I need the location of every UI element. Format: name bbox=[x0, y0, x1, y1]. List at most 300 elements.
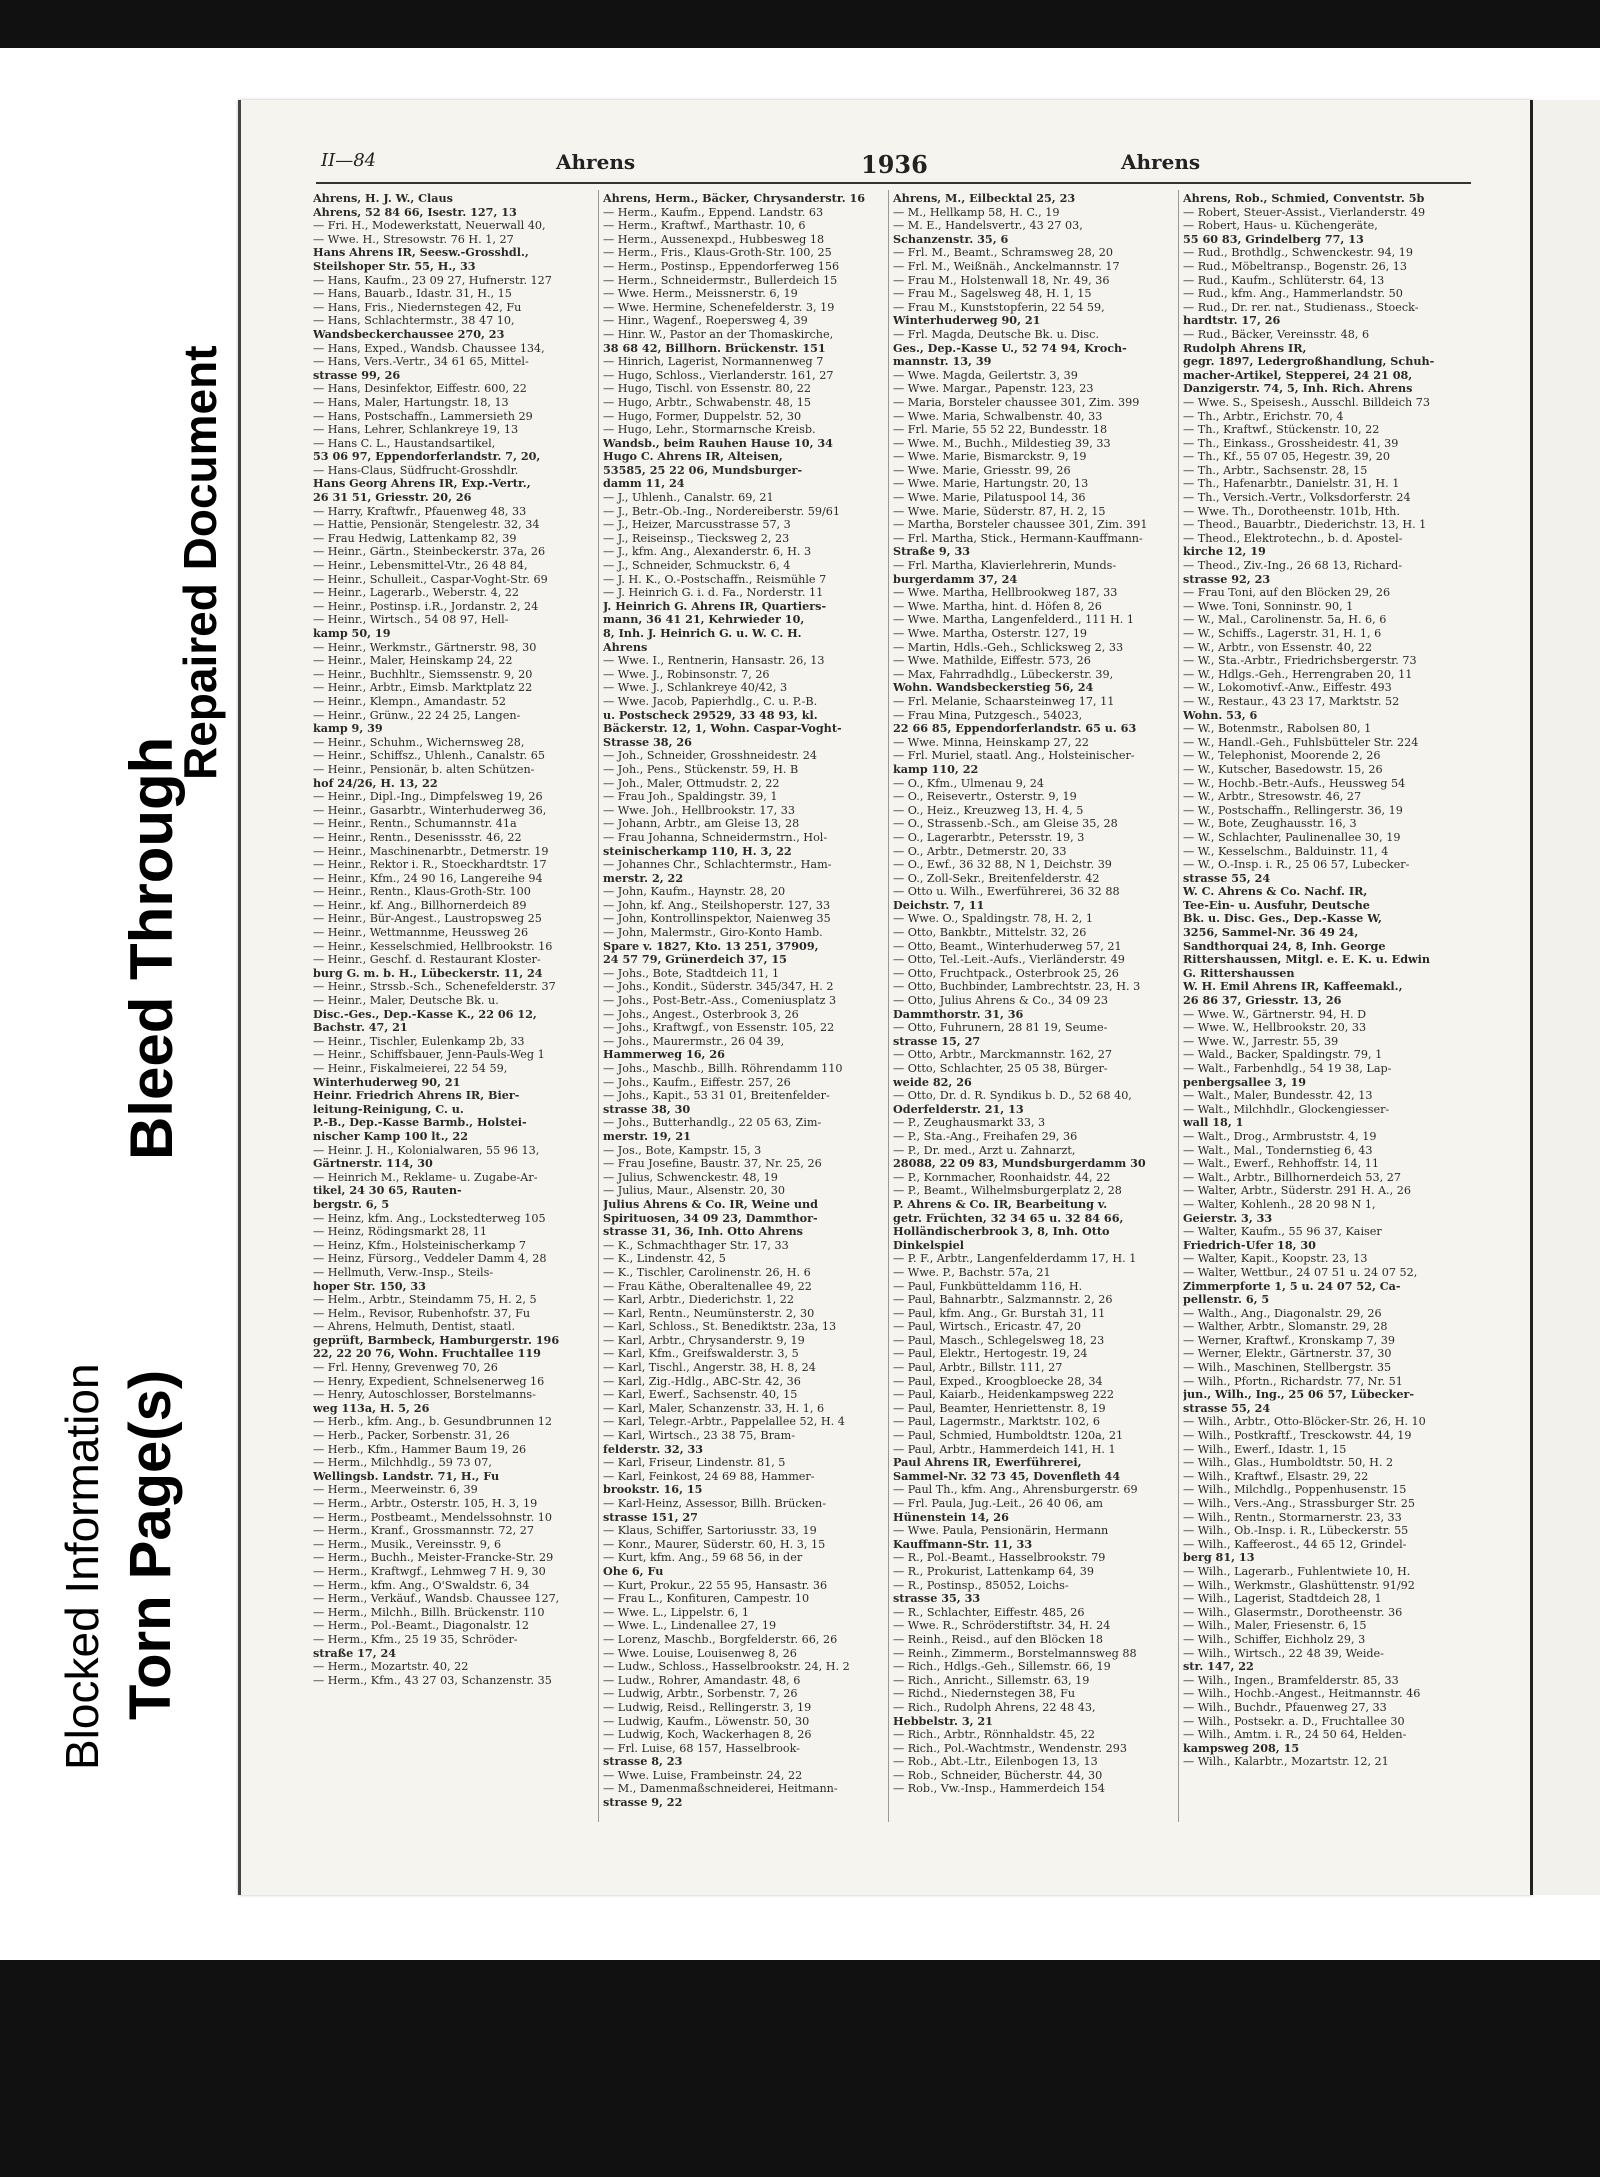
directory-entry: strasse 99, 26 bbox=[313, 367, 401, 382]
directory-entry: — Wilh., Ewerf., Idastr. 1, 15 bbox=[1183, 1442, 1347, 1456]
directory-entry: — Helm., Arbtr., Steindamm 75, H. 2, 5 bbox=[313, 1293, 537, 1307]
directory-entry: — Wwe. P., Bachstr. 57a, 21 bbox=[893, 1265, 1051, 1279]
label-bleed-through: Bleed Through bbox=[118, 736, 185, 1160]
directory-entry: — Karl, Telegr.-Arbtr., Pappelallee 52, H. 4 bbox=[603, 1415, 845, 1429]
directory-entry: — Frl. M., Beamt., Schramsweg 28, 20 bbox=[893, 246, 1113, 260]
directory-entry: — Karl, Arbtr., Chrysanderstr. 9, 19 bbox=[603, 1333, 805, 1347]
directory-entry: — Th., Arbtr., Erichstr. 70, 4 bbox=[1183, 409, 1344, 423]
directory-entry: — Frau Käthe, Oberaltenallee 49, 22 bbox=[603, 1279, 812, 1293]
directory-entry: P.-B., Dep.-Kasse Barmb., Holstei- bbox=[313, 1115, 527, 1130]
directory-entry: Hammerweg 16, 26 bbox=[603, 1047, 725, 1062]
directory-entry: — Heinr., Bür-Angest., Laustropsweg 25 bbox=[313, 912, 542, 926]
column-divider bbox=[1178, 190, 1179, 1822]
directory-entry: — J., Heizer, Marcusstrasse 57, 3 bbox=[603, 518, 791, 532]
directory-entry: — Johs., Maurermstr., 26 04 39, bbox=[603, 1034, 785, 1048]
directory-entry: — Wwe. Martha, Langenfelderd., 111 H. 1 bbox=[893, 613, 1134, 627]
directory-page bbox=[238, 100, 1533, 1895]
directory-entry: — Frau L., Konfituren, Campestr. 10 bbox=[603, 1592, 810, 1606]
directory-entry: Ahrens bbox=[603, 639, 648, 654]
directory-entry: — R., Prokurist, Lattenkamp 64, 39 bbox=[893, 1564, 1094, 1578]
directory-entry: strasse 8, 23 bbox=[603, 1754, 683, 1769]
directory-entry: hoper Str. 150, 33 bbox=[313, 1278, 426, 1293]
directory-entry: — Frl. Muriel, staatl. Ang., Holsteinischer- bbox=[893, 749, 1135, 763]
directory-entry: — Heinr., Grünw., 22 24 25, Langen- bbox=[313, 708, 521, 722]
directory-entry: kirche 12, 19 bbox=[1183, 544, 1266, 559]
directory-entry: — J., Schneider, Schmuckstr. 6, 4 bbox=[603, 559, 791, 573]
directory-entry: — Fri. H., Modewerkstatt, Neuerwall 40, bbox=[313, 219, 546, 233]
directory-entry: — Paul, Lagermstr., Marktstr. 102, 6 bbox=[893, 1415, 1100, 1429]
directory-entry: — Herm., Kranf., Grossmannstr. 72, 27 bbox=[313, 1524, 534, 1538]
directory-entry: 8, Inh. J. Heinrich G. u. W. C. H. bbox=[603, 626, 802, 640]
heading-right: Ahrens bbox=[1121, 150, 1201, 174]
directory-entry: Ahrens, M., Eilbecktal 25, 23 bbox=[893, 192, 1076, 205]
directory-entry: — Frau M., Kunststopferin, 22 54 59, bbox=[893, 300, 1105, 314]
directory-entry: — Wwe. O., Spaldingstr. 78, H. 2, 1 bbox=[893, 912, 1093, 926]
directory-entry: — Lorenz, Maschb., Borgfelderstr. 66, 26 bbox=[603, 1632, 838, 1646]
directory-entry: G. Rittershaussen bbox=[1183, 965, 1295, 980]
directory-entry: — O., Arbtr., Detmerstr. 20, 33 bbox=[893, 844, 1067, 858]
directory-entry: — Frau Hedwig, Lattenkamp 82, 39 bbox=[313, 531, 517, 545]
directory-entry: 53585, 25 22 06, Mundsburger- bbox=[603, 462, 803, 477]
directory-entry: 22 66 85, Eppendorferlandstr. 65 u. 63 bbox=[893, 721, 1137, 736]
directory-entry: — Ludwig, Koch, Wackerhagen 8, 26 bbox=[603, 1728, 812, 1742]
directory-entry: Winterhuderweg 90, 21 bbox=[893, 313, 1041, 328]
directory-entry: — Karl-Heinz, Assessor, Billh. Brücken- bbox=[603, 1497, 826, 1510]
directory-entry: — Wilh., Kalarbtr., Mozartstr. 12, 21 bbox=[1183, 1755, 1389, 1769]
directory-entry: Geierstr. 3, 33 bbox=[1183, 1210, 1273, 1225]
directory-entry: kamp 50, 19 bbox=[313, 626, 391, 640]
directory-entry: — Heinr., Werkmstr., Gärtnerstr. 98, 30 bbox=[313, 640, 537, 654]
directory-entry: — Herm., kfm. Ang., O'Swaldstr. 6, 34 bbox=[313, 1578, 530, 1592]
directory-entry: — Herm., Kfm., 43 27 03, Schanzenstr. 35 bbox=[313, 1673, 552, 1687]
directory-entry: — Herm., Verkäuf., Wandsb. Chaussee 127, bbox=[313, 1592, 560, 1606]
directory-entry: Sandthorquai 24, 8, Inh. George bbox=[1183, 938, 1386, 953]
directory-entry: — W., Schlachter, Paulinenallee 30, 19 bbox=[1183, 830, 1401, 844]
directory-entry: Julius Ahrens & Co. IR, Weine und bbox=[603, 1196, 818, 1211]
directory-entry: strasse 55, 24 bbox=[1183, 1400, 1271, 1415]
directory-entry: — Hans, Fris., Niedernstegen 42, Fu bbox=[313, 300, 522, 314]
directory-entry: — W., Hdlgs.-Geh., Herrengraben 20, 11 bbox=[1183, 667, 1413, 681]
directory-entry: — Walt., Milchhdlr., Glockengiesser- bbox=[1183, 1102, 1390, 1116]
directory-entry: — Otto u. Wilh., Ewerführerei, 36 32 88 bbox=[893, 885, 1120, 899]
directory-entry: — Frau M., Holstenwall 18, Nr. 49, 36 bbox=[893, 273, 1110, 287]
directory-entry: — Wwe. Herm., Meissnerstr. 6, 19 bbox=[603, 287, 798, 301]
directory-entry: — Paul, Elektr., Hertogestr. 19, 24 bbox=[893, 1347, 1088, 1361]
directory-entry: — O., Strassenb.-Sch., am Gleise 35, 28 bbox=[893, 817, 1118, 831]
directory-entry: — Heinr., Maschinenarbtr., Detmerstr. 19 bbox=[313, 844, 549, 858]
directory-entry: — Paul, Bahnarbtr., Salzmannstr. 2, 26 bbox=[893, 1293, 1113, 1307]
directory-entry: — Hans-Claus, Südfrucht-Grosshdlr. bbox=[313, 463, 519, 477]
directory-entry: 26 86 37, Griesstr. 13, 26 bbox=[1183, 993, 1342, 1008]
directory-entry: — Richd., Niedernstegen 38, Fu bbox=[893, 1687, 1076, 1701]
directory-entry: strasse 151, 27 bbox=[603, 1509, 698, 1524]
directory-entry: — Frau M., Sagelsweg 48, H. 1, 15 bbox=[893, 287, 1092, 301]
directory-entry: mann, 36 41 21, Kehrwieder 10, bbox=[603, 612, 805, 627]
directory-entry: — Paul, Funkbütteldamm 116, H. bbox=[893, 1279, 1083, 1293]
directory-entry: Schanzenstr. 35, 6 bbox=[893, 231, 1009, 246]
directory-entry: — Johs., Bote, Stadtdeich 11, 1 bbox=[603, 966, 780, 980]
directory-entry: damm 11, 24 bbox=[603, 476, 685, 491]
directory-entry: — Heinr., Strssb.-Sch., Schenefelderstr. 37 bbox=[313, 980, 556, 994]
directory-entry: — Ludwig, Reisd., Rellingerstr. 3, 19 bbox=[603, 1700, 812, 1714]
directory-entry: — Herb., Kfm., Hammer Baum 19, 26 bbox=[313, 1442, 527, 1456]
directory-entry: — Hugo, Lehr., Stormarnsche Kreisb. bbox=[603, 423, 816, 437]
directory-entry: — Frau Joh., Spaldingstr. 39, 1 bbox=[603, 790, 778, 804]
directory-entry: — Heinr., Rentn., Klaus-Groth-Str. 100 bbox=[313, 885, 531, 899]
directory-entry: — Paul, Exped., Kroogbloecke 28, 34 bbox=[893, 1374, 1103, 1388]
directory-entry: — J., Uhlenh., Canalstr. 69, 21 bbox=[603, 491, 774, 505]
directory-entry: — Wwe. L., Lippelstr. 6, 1 bbox=[603, 1605, 749, 1619]
label-blocked-information: Blocked Information bbox=[56, 1363, 108, 1770]
directory-entry: Danzigerstr. 74, 5, Inh. Rich. Ahrens bbox=[1183, 381, 1413, 396]
directory-entry: — R., Schlachter, Eiffestr. 485, 26 bbox=[893, 1605, 1085, 1619]
directory-entry: Steilshoper Str. 55, H., 33 bbox=[313, 258, 476, 273]
directory-entry: — Max, Fahrradhdlg., Lübeckerstr. 39, bbox=[893, 667, 1114, 681]
directory-entry: — K., Tischler, Carolinenstr. 26, H. 6 bbox=[603, 1265, 811, 1279]
directory-entry: Hans Ahrens IR, Seesw.-Grosshdl., bbox=[313, 245, 529, 260]
directory-entry: Hünenstein 14, 26 bbox=[893, 1509, 1009, 1524]
directory-entry: — Wilh., Werkmstr., Glashüttenstr. 91/92 bbox=[1183, 1578, 1415, 1592]
directory-entry: — Otto, Arbtr., Marckmannstr. 162, 27 bbox=[893, 1048, 1113, 1062]
directory-entry: — Heinr., Buchhltr., Siemssenstr. 9, 20 bbox=[313, 667, 533, 681]
directory-entry: — Frl. Henny, Grevenweg 70, 26 bbox=[313, 1361, 498, 1375]
directory-entry: nischer Kamp 100 lt., 22 bbox=[313, 1128, 468, 1143]
directory-entry: — Johannes Chr., Schlachtermstr., Ham- bbox=[603, 858, 832, 872]
directory-entry: — Wwe. Minna, Heinskamp 27, 22 bbox=[893, 735, 1090, 749]
directory-entry: — Walth., Ang., Diagonalstr. 29, 26 bbox=[1183, 1306, 1382, 1320]
directory-entry: — O., Kfm., Ulmenau 9, 24 bbox=[893, 776, 1045, 790]
directory-entry: — Herm., Meerweinstr. 6, 39 bbox=[313, 1483, 478, 1497]
directory-entry: — Frl. Marie, 55 52 22, Bundesstr. 18 bbox=[893, 423, 1108, 437]
directory-entry: — Ludw., Schloss., Hasselbrookstr. 24, H. 2 bbox=[603, 1660, 850, 1674]
directory-entry: — Heinr., Arbtr., Eimsb. Marktplatz 22 bbox=[313, 681, 533, 695]
directory-entry: merstr. 2, 22 bbox=[603, 870, 684, 885]
directory-entry: — Heinr., Pensionär, b. alten Schützen- bbox=[313, 762, 535, 776]
directory-entry: — Heinr., Schuhm., Wichernsweg 28, bbox=[313, 735, 525, 749]
directory-entry: — Wilh., Amtm. i. R., 24 50 64, Helden- bbox=[1183, 1728, 1407, 1742]
directory-entry: — Wwe. W., Jarrestr. 55, 39 bbox=[1183, 1034, 1339, 1048]
directory-entry: — Wwe. Margar., Papenstr. 123, 23 bbox=[893, 382, 1094, 396]
directory-entry: — Frl. Luise, 68 157, Hasselbrook- bbox=[603, 1741, 800, 1755]
directory-entry: — Rud., Möbeltransp., Bogenstr. 26, 13 bbox=[1183, 259, 1408, 273]
directory-entry: gegr. 1897, Ledergroßhandlung, Schuh- bbox=[1183, 354, 1435, 369]
directory-entry: — Heinr., Lagerarb., Weberstr. 4, 22 bbox=[313, 586, 520, 600]
directory-entry: — Rich., Arbtr., Rönnhaldstr. 45, 22 bbox=[893, 1728, 1095, 1742]
directory-entry: — Wilh., Postsekr. a. D., Fruchtallee 30 bbox=[1183, 1714, 1405, 1728]
directory-entry: — Otto, Buchbinder, Lambrechtstr. 23, H. 3 bbox=[893, 980, 1141, 994]
directory-entry: — Wwe. Maria, Schwalbenstr. 40, 33 bbox=[893, 409, 1103, 423]
directory-entry: — Wilh., Arbtr., Otto-Blöcker-Str. 26, H. 10 bbox=[1183, 1415, 1426, 1429]
directory-entry: — Herm., Mozartstr. 40, 22 bbox=[313, 1660, 469, 1674]
directory-entry: — Herm., Schneidermstr., Bullerdeich 15 bbox=[603, 273, 838, 287]
directory-entry: — Herb., Packer, Sorbenstr. 31, 26 bbox=[313, 1429, 510, 1443]
directory-entry: — Wilh., Ingen., Bramfelderstr. 85, 33 bbox=[1183, 1673, 1399, 1687]
directory-entry: tikel, 24 30 65, Rauten- bbox=[313, 1183, 462, 1198]
directory-entry: — Walt., Mal., Tondernstieg 6, 43 bbox=[1183, 1143, 1373, 1157]
directory-entry: — Hans C. L., Haustandsartikel, bbox=[313, 436, 496, 450]
directory-entry: — Wwe. Marie, Pilatuspool 14, 36 bbox=[893, 491, 1086, 505]
directory-entry: Holländischerbrook 3, 8, Inh. Otto bbox=[893, 1224, 1110, 1239]
directory-entry: 24 57 79, Grünerdeich 37, 15 bbox=[603, 952, 787, 967]
directory-entry: weide 82, 26 bbox=[893, 1074, 972, 1089]
directory-entry: — Johs., Angest., Osterbrook 3, 26 bbox=[603, 1007, 799, 1021]
directory-entry: — Reinh., Reisd., auf den Blöcken 18 bbox=[893, 1632, 1103, 1646]
directory-entry: — W., Bote, Zeughausstr. 16, 3 bbox=[1183, 817, 1357, 831]
directory-entry: — Henry, Autoschlosser, Borstelmanns- bbox=[313, 1388, 536, 1402]
directory-entry: — Hans, Bauarb., Idastr. 31, H., 15 bbox=[313, 287, 512, 301]
directory-entry: Ges., Dep.-Kasse U., 52 74 94, Kroch- bbox=[893, 340, 1127, 355]
directory-entry: — Karl, Feinkost, 24 69 88, Hammer- bbox=[603, 1469, 815, 1483]
directory-entry: — Hans, Maler, Hartungstr. 18, 13 bbox=[313, 395, 509, 409]
directory-entry: — Wwe. Martha, Hellbrookweg 187, 33 bbox=[893, 586, 1118, 600]
directory-entry: — Theod., Elektrotechn., b. d. Apostel- bbox=[1183, 531, 1403, 545]
directory-entry: — W., Kutscher, Basedowstr. 15, 26 bbox=[1183, 762, 1383, 776]
directory-entry: — Johs., Kondit., Süderstr. 345/347, H. 2 bbox=[603, 980, 834, 994]
directory-entry: Tee-Ein- u. Ausfuhr, Deutsche bbox=[1183, 897, 1370, 912]
directory-entry: — Frau Toni, auf den Blöcken 29, 26 bbox=[1183, 586, 1391, 600]
directory-entry: Strasse 38, 26 bbox=[603, 734, 692, 749]
directory-entry: — W., Arbtr., Stresowstr. 46, 27 bbox=[1183, 790, 1362, 804]
directory-entry: — Rob., Schneider, Bücherstr. 44, 30 bbox=[893, 1768, 1103, 1782]
directory-entry: pellenstr. 6, 5 bbox=[1183, 1292, 1270, 1307]
directory-entry: — K., Lindenstr. 42, 5 bbox=[603, 1252, 726, 1266]
header-rule bbox=[316, 182, 1471, 184]
directory-entry: — Wwe. Magda, Geilertstr. 3, 39 bbox=[893, 368, 1078, 382]
directory-entry: — Robert, Haus- u. Küchengeräte, bbox=[1183, 219, 1378, 233]
directory-entry: — Heinr., Geschf. d. Restaurant Kloster- bbox=[313, 953, 541, 967]
directory-entry: — Henry, Expedient, Schnelsenerweg 16 bbox=[313, 1374, 545, 1388]
label-torn-pages: Torn Page(s) bbox=[118, 1369, 183, 1720]
directory-entry: — Herm., Arbtr., Osterstr. 105, H. 3, 19 bbox=[313, 1497, 538, 1510]
directory-entry: — Th., Hafenarbtr., Danielstr. 31, H. 1 bbox=[1183, 477, 1400, 491]
heading-left: Ahrens bbox=[556, 150, 636, 174]
directory-entry: merstr. 19, 21 bbox=[603, 1128, 691, 1143]
directory-entry: hof 24/26, H. 13, 22 bbox=[313, 775, 438, 790]
directory-entry: — Werner, Elektr., Gärtnerstr. 37, 30 bbox=[1183, 1347, 1392, 1361]
directory-entry: — Jos., Bote, Kampstr. 15, 3 bbox=[603, 1143, 762, 1157]
directory-entry: Ohe 6, Fu bbox=[603, 1563, 664, 1578]
directory-entry: — Heinr., Tischler, Eulenkamp 2b, 33 bbox=[313, 1034, 525, 1048]
directory-entry: — J., kfm. Ang., Alexanderstr. 6, H. 3 bbox=[603, 545, 812, 559]
directory-entry: — Hans, Schlachtermstr., 38 47 10, bbox=[313, 314, 515, 328]
directory-entry: — Johs., Post-Betr.-Ass., Comeniusplatz 3 bbox=[603, 994, 837, 1008]
directory-entry: — Robert, Steuer-Assist., Vierlanderstr. 49 bbox=[1183, 205, 1426, 219]
directory-entry: — Herm., Milchh., Billh. Brückenstr. 110 bbox=[313, 1605, 545, 1619]
directory-entry: — Heinr., Schiffsbauer, Jenn-Pauls-Weg 1 bbox=[313, 1048, 545, 1062]
directory-entry: berg 81, 13 bbox=[1183, 1550, 1255, 1565]
directory-entry: Wohn. Wandsbeckerstieg 56, 24 bbox=[893, 680, 1094, 695]
directory-entry: jun., Wilh., Ing., 25 06 57, Lübecker- bbox=[1183, 1387, 1415, 1402]
directory-entry: — John, Kaufm., Haynstr. 28, 20 bbox=[603, 885, 786, 899]
directory-entry: 3256, Sammel-Nr. 36 49 24, bbox=[1183, 925, 1359, 940]
directory-entry: — Wald., Backer, Spaldingstr. 79, 1 bbox=[1183, 1048, 1383, 1062]
directory-entry: — Werner, Kraftwf., Kronskamp 7, 39 bbox=[1183, 1333, 1395, 1347]
directory-entry: — Wwe. J., Robinsonstr. 7, 26 bbox=[603, 667, 770, 681]
directory-entry: — Wwe. Marie, Hartungstr. 20, 13 bbox=[893, 477, 1089, 491]
directory-entry: — Otto, Bankbtr., Mittelstr. 32, 26 bbox=[893, 926, 1087, 940]
directory-entry: — Wwe. Mathilde, Eiffestr. 573, 26 bbox=[893, 654, 1091, 668]
directory-entry: — Wwe. Toni, Sonninstr. 90, 1 bbox=[1183, 599, 1354, 613]
directory-entry: — Johs., Butterhandlg., 22 05 63, Zim- bbox=[603, 1116, 822, 1130]
directory-entry: — Martin, Hdls.-Geh., Schlicksweg 2, 33 bbox=[893, 640, 1124, 654]
directory-entry: — P., Dr. med., Arzt u. Zahnarzt, bbox=[893, 1143, 1076, 1157]
column-4 bbox=[1183, 192, 1465, 1822]
directory-entry: — W., Postschaffn., Rellingerstr. 36, 19 bbox=[1183, 803, 1403, 817]
directory-entry: — Karl, Ewerf., Sachsenstr. 40, 15 bbox=[603, 1388, 798, 1402]
directory-entry: — Wilh., Schiffer, Eichholz 29, 3 bbox=[1183, 1632, 1366, 1646]
directory-entry: — Wwe. Luise, Frambeinstr. 24, 22 bbox=[603, 1768, 803, 1782]
directory-entry: — Wilh., Kaffeerost., 44 65 12, Grindel- bbox=[1183, 1537, 1407, 1551]
directory-entry: — P., Kornmacher, Roonhaidstr. 44, 22 bbox=[893, 1170, 1111, 1184]
directory-entry: — Wwe. W., Gärtnerstr. 94, H. D bbox=[1183, 1007, 1367, 1021]
directory-entry: strasse 9, 22 bbox=[603, 1795, 683, 1810]
directory-entry: — Wwe. L., Lindenallee 27, 19 bbox=[603, 1619, 777, 1633]
directory-entry: — Heinr., Klempn., Amandastr. 52 bbox=[313, 694, 506, 708]
directory-entry: 53 06 97, Eppendorferlandstr. 7, 20, bbox=[313, 449, 541, 464]
directory-entry: W. C. Ahrens & Co. Nachf. IR, bbox=[1183, 884, 1368, 899]
directory-entry: — Walt., Ewerf., Rehhoffstr. 14, 11 bbox=[1183, 1157, 1379, 1171]
directory-entry: — Herm., Milchhdlg., 59 73 07, bbox=[313, 1456, 492, 1470]
directory-entry: — Wilh., Glas., Humboldtstr. 50, H. 2 bbox=[1183, 1456, 1394, 1470]
directory-entry: — Johs., Kaufm., Eiffestr. 257, 26 bbox=[603, 1075, 791, 1089]
directory-entry: — Klaus, Schiffer, Sartoriusstr. 33, 19 bbox=[603, 1524, 817, 1538]
directory-entry: — Th., Arbtr., Sachsenstr. 28, 15 bbox=[1183, 463, 1368, 477]
directory-entry: — Wilh., Kraftwf., Elsastr. 29, 22 bbox=[1183, 1469, 1369, 1483]
directory-entry: — Frl. Martha, Klavierlehrerin, Munds- bbox=[893, 559, 1117, 573]
directory-entry: — Maria, Borsteler chaussee 301, Zim. 399 bbox=[893, 395, 1140, 409]
directory-entry: — Otto, Fuhrunern, 28 81 19, Seume- bbox=[893, 1021, 1108, 1035]
directory-entry: — Heinr., Schiffsz., Uhlenh., Canalstr. 65 bbox=[313, 749, 545, 763]
directory-entry: — Hugo, Former, Duppelstr. 52, 30 bbox=[603, 409, 802, 423]
directory-entry: — O., Zoll-Sekr., Breitenfelderstr. 42 bbox=[893, 871, 1100, 885]
adjacent-page-edge bbox=[1530, 100, 1600, 1895]
directory-entry: — Wilh., Buchdr., Pfauenweg 27, 33 bbox=[1183, 1700, 1387, 1714]
directory-entry: kampsweg 208, 15 bbox=[1183, 1740, 1300, 1755]
directory-entry: — Wilh., Vers.-Ang., Strassburger Str. 25 bbox=[1183, 1497, 1415, 1510]
directory-entry: — Ahrens, Helmuth, Dentist, staatl. bbox=[313, 1320, 516, 1334]
directory-entry: burgerdamm 37, 24 bbox=[893, 571, 1018, 586]
directory-entry: — P., Sta.-Ang., Freihafen 29, 36 bbox=[893, 1129, 1078, 1143]
directory-entry: — Heinz, Kfm., Holsteinischerkamp 7 bbox=[313, 1238, 527, 1252]
directory-entry: — Paul, Wirtsch., Ericastr. 47, 20 bbox=[893, 1320, 1082, 1334]
directory-entry: — Rich., Hdlgs.-Geh., Sillemstr. 66, 19 bbox=[893, 1660, 1111, 1674]
directory-entry: penbergsallee 3, 19 bbox=[1183, 1074, 1307, 1089]
directory-entry: — Theod., Ziv.-Ing., 26 68 13, Richard- bbox=[1183, 559, 1403, 573]
directory-entry: — Otto, Dr. d. R. Syndikus b. D., 52 68 40, bbox=[893, 1089, 1132, 1103]
directory-entry: — Johs., Maschb., Billh. Röhrendamm 110 bbox=[603, 1062, 843, 1075]
directory-entry: — Rob., Vw.-Insp., Hammerdeich 154 bbox=[893, 1782, 1105, 1796]
directory-entry: — Paul, Beamter, Henriettenstr. 8, 19 bbox=[893, 1401, 1106, 1415]
directory-entry: — Kurt, kfm. Ang., 59 68 56, in der bbox=[603, 1551, 803, 1565]
directory-entry: — Heinr., Lebensmittel-Vtr., 26 48 84, bbox=[313, 559, 528, 573]
directory-entry: — Paul, Kaiarb., Heidenkampsweg 222 bbox=[893, 1388, 1114, 1402]
directory-entry: — John, Kontrollinspektor, Naienweg 35 bbox=[603, 912, 831, 926]
directory-entry: — Herm., Postbeamt., Mendelssohnstr. 10 bbox=[313, 1510, 552, 1524]
directory-entry: — Hugo, Schloss., Vierlanderstr. 161, 27 bbox=[603, 368, 834, 382]
directory-entry: Hugo C. Ahrens IR, Alteisen, bbox=[603, 449, 783, 464]
directory-entry: Wellingsb. Landstr. 71, H., Fu bbox=[313, 1468, 500, 1483]
directory-entry: — Rob., Abt.-Ltr., Eilenbogen 13, 13 bbox=[893, 1755, 1098, 1769]
directory-entry: — Wilh., Ob.-Insp. i. R., Lübeckerstr. 55 bbox=[1183, 1524, 1409, 1538]
directory-entry: — Otto, Beamt., Winterhuderweg 57, 21 bbox=[893, 939, 1122, 953]
directory-entry: — Johs., Kapit., 53 31 01, Breitenfelder- bbox=[603, 1089, 830, 1103]
directory-entry: — Herm., Aussenexpd., Hubbesweg 18 bbox=[603, 232, 825, 246]
column-divider bbox=[888, 190, 889, 1822]
directory-entry: Wandsbeckerchaussee 270, 23 bbox=[313, 326, 505, 341]
directory-entry: Heinr. Friedrich Ahrens IR, Bier- bbox=[313, 1088, 520, 1103]
directory-entry: — Th., Kf., 55 07 05, Hegestr. 39, 20 bbox=[1183, 450, 1390, 464]
directory-entry: Rittershaussen, Mitgl. e. E. K. u. Edwin bbox=[1183, 952, 1431, 967]
directory-entry: — Wilh., Hochb.-Angest., Heitmannstr. 46 bbox=[1183, 1687, 1421, 1701]
directory-entry: — Reinh., Zimmerm., Borstelmannsweg 88 bbox=[893, 1646, 1137, 1660]
directory-entry: — Johann, Arbtr., am Gleise 13, 28 bbox=[603, 817, 800, 831]
directory-entry: — Wilh., Maschinen, Stellbergstr. 35 bbox=[1183, 1361, 1392, 1375]
directory-entry: Straße 9, 33 bbox=[893, 544, 971, 559]
directory-entry: — Karl, Tischl., Angerstr. 38, H. 8, 24 bbox=[603, 1361, 816, 1375]
directory-entry: — Hinr. W., Pastor an der Thomaskirche, bbox=[603, 327, 834, 341]
directory-entry: mannstr. 13, 39 bbox=[893, 354, 992, 369]
directory-entry: — Heinr., Fiskalmeierei, 22 54 59, bbox=[313, 1062, 508, 1075]
directory-entry: strasse 15, 27 bbox=[893, 1033, 981, 1048]
directory-entry: — Frl. Magda, Deutsche Bk. u. Disc. bbox=[893, 327, 1099, 341]
directory-entry: — Herb., kfm. Ang., b. Gesundbrunnen 12 bbox=[313, 1415, 552, 1429]
directory-entry: — W., Sta.-Arbtr., Friedrichsbergerstr. 73 bbox=[1183, 654, 1417, 668]
directory-entry: — Otto, Tel.-Leit.-Aufs., Vierländerstr. 49 bbox=[893, 953, 1125, 967]
directory-entry: Kauffmann-Str. 11, 33 bbox=[893, 1536, 1033, 1551]
directory-entry: — Joh., Pens., Stückenstr. 59, H. B bbox=[603, 762, 799, 776]
directory-entry: Ahrens, 52 84 66, Isestr. 127, 13 bbox=[313, 204, 517, 219]
directory-entry: — Heinr., Rentn., Schumannstr. 41a bbox=[313, 817, 517, 831]
directory-entry: felderstr. 32, 33 bbox=[603, 1441, 704, 1456]
directory-entry: macher-Artikel, Stepperei, 24 21 08, bbox=[1183, 367, 1413, 382]
directory-entry: — Wwe. J., Schlankreye 40/42, 3 bbox=[603, 681, 788, 695]
directory-entry: P. Ahrens & Co. IR, Bearbeitung v. bbox=[893, 1196, 1108, 1211]
directory-entry: Paul Ahrens IR, Ewerführerei, bbox=[893, 1455, 1082, 1470]
directory-entry: Wandsb., beim Rauhen Hause 10, 34 bbox=[603, 435, 833, 450]
directory-entry: — Hans, Vers.-Vertr., 34 61 65, Mittel- bbox=[313, 355, 529, 369]
directory-entry: — Hans, Kaufm., 23 09 27, Hufnerstr. 127 bbox=[313, 273, 552, 287]
directory-entry: — Wwe. S., Speisesh., Ausschl. Billdeich 73 bbox=[1183, 395, 1430, 409]
directory-entry: — R., Postinsp., 85052, Loichs- bbox=[893, 1578, 1069, 1592]
directory-entry: — Wwe. Martha, Osterstr. 127, 19 bbox=[893, 627, 1088, 640]
directory-entry: — W., Schiffs., Lagerstr. 31, H. 1, 6 bbox=[1183, 627, 1382, 640]
directory-entry: — Heinz, Fürsorg., Veddeler Damm 4, 28 bbox=[313, 1252, 547, 1266]
directory-entry: 55 60 83, Grindelberg 77, 13 bbox=[1183, 231, 1364, 246]
directory-entry: — Heinr., Postinsp. i.R., Jordanstr. 2, 24 bbox=[313, 599, 539, 613]
directory-entry: leitung-Reinigung, C. u. bbox=[313, 1101, 464, 1116]
directory-entry: Rudolph Ahrens IR, bbox=[1183, 340, 1307, 355]
directory-entry: — Frl. Melanie, Schaarsteinweg 17, 11 bbox=[893, 694, 1115, 708]
page-code: II—84 bbox=[321, 150, 377, 171]
directory-entry: — Wwe. Marie, Bismarckstr. 9, 19 bbox=[893, 450, 1087, 464]
directory-entry: — J., Betr.-Ob.-Ing., Nordereiberstr. 59/61 bbox=[603, 504, 840, 518]
directory-entry: — Heinz, kfm. Ang., Lockstedterweg 105 bbox=[313, 1211, 546, 1225]
directory-entry: — Heinr., Wettmannme, Heussweg 26 bbox=[313, 926, 529, 940]
directory-entry: — Walter, Kapit., Koopstr. 23, 13 bbox=[1183, 1252, 1368, 1266]
directory-entry: — Rud., kfm. Ang., Hammerlandstr. 50 bbox=[1183, 287, 1403, 301]
label-repaired-document: Repaired Document bbox=[174, 345, 226, 780]
directory-entry: — Rud., Dr. rer. nat., Studienass., Stoeck- bbox=[1183, 300, 1419, 314]
directory-entry: — Herm., Postinsp., Eppendorferweg 156 bbox=[603, 259, 840, 273]
directory-entry: — Heinr., Maler, Heinskamp 24, 22 bbox=[313, 654, 513, 668]
directory-entry: — Walt., Drog., Armbruststr. 4, 19 bbox=[1183, 1129, 1377, 1143]
directory-entry: steinischerkamp 110, H. 3, 22 bbox=[603, 843, 792, 858]
directory-entry: — Karl, Rentn., Neumünsterstr. 2, 30 bbox=[603, 1306, 815, 1320]
directory-entry: Zimmerpforte 1, 5 u. 24 07 52, Ca- bbox=[1183, 1278, 1401, 1293]
directory-entry: — Wwe. Martha, hint. d. Höfen 8, 26 bbox=[893, 599, 1102, 613]
directory-entry: — Walt., Arbtr., Billhornerdeich 53, 27 bbox=[1183, 1170, 1401, 1184]
directory-entry: — Hans, Lehrer, Schlankreye 19, 13 bbox=[313, 423, 519, 437]
